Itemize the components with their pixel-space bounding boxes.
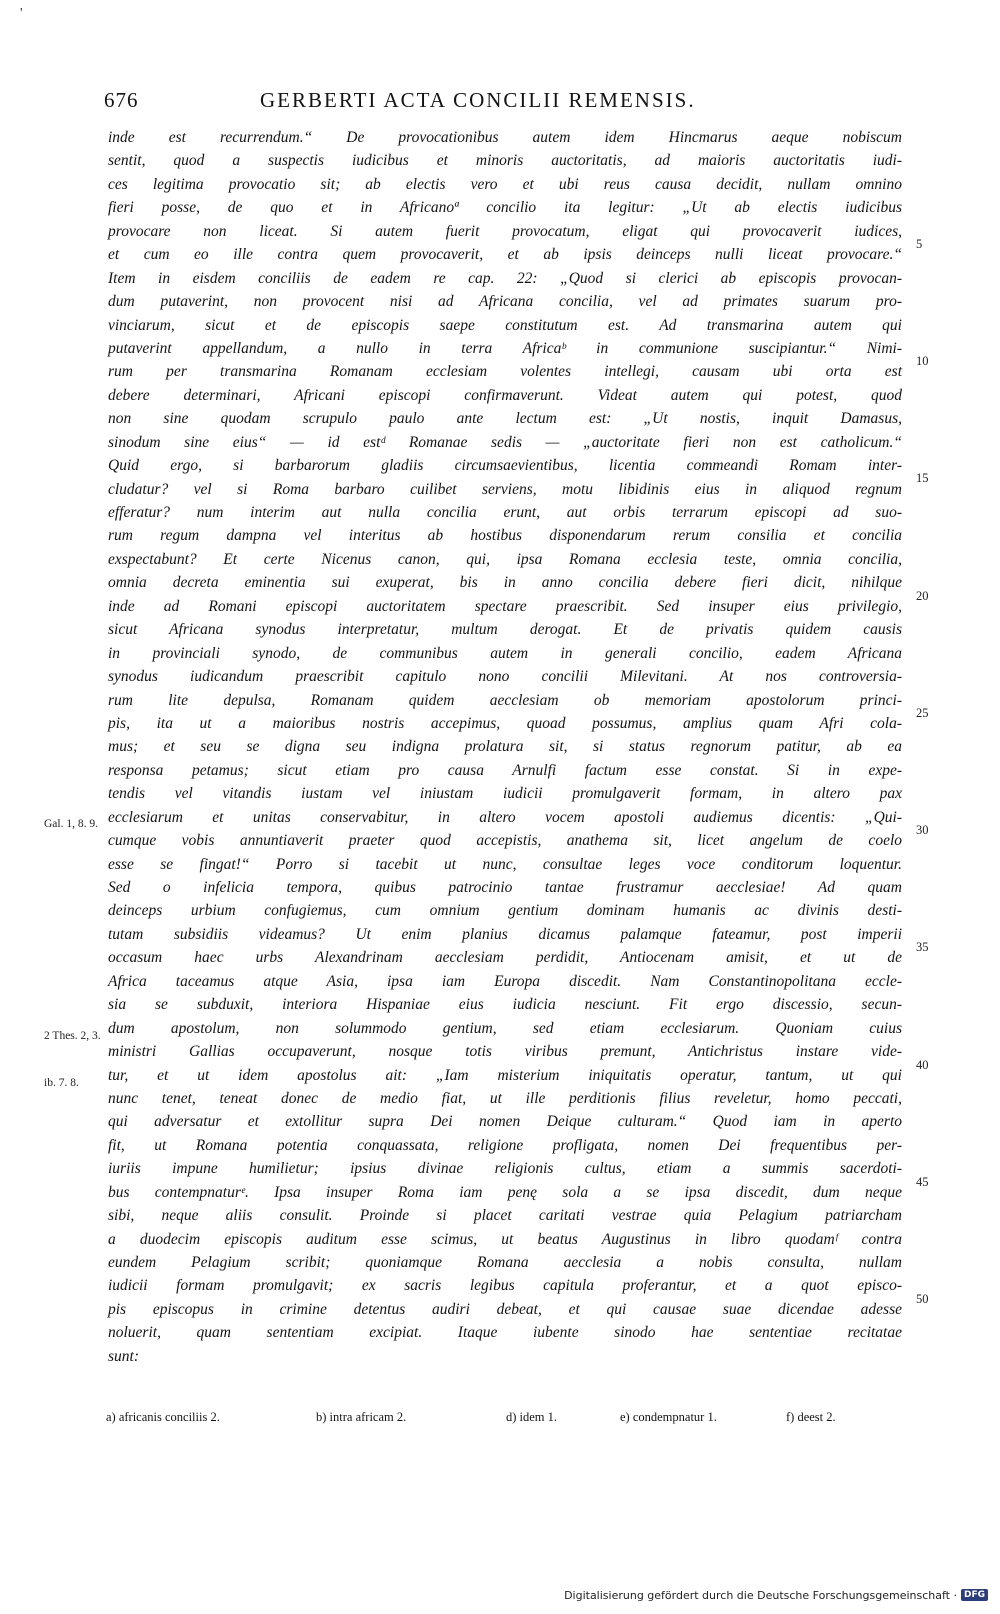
text-line: Africa taceamus atque Asia, ipsa iam Europa discedit. Nam Constantinopolitana eccle- xyxy=(108,972,902,990)
line-number: 50 xyxy=(916,1292,929,1306)
text-line: pis episcopus in crimine detentus audiri debeat, et qui causae suae dicendae adesse xyxy=(108,1300,902,1318)
line-number: 10 xyxy=(916,354,929,368)
text-line: in provinciali synodo, de communibus autem in generali concilio, eadem Africana xyxy=(108,644,902,662)
text-line: fit, ut Romana potentia conquassata, religione profligata, nomen Dei frequentibus per- xyxy=(108,1136,902,1154)
line-number: 15 xyxy=(916,471,929,485)
margin-reference: 2 Thes. 2, 3. xyxy=(44,1030,101,1042)
text-line: sibi, neque aliis consulit. Proinde si placet caritati vestrae quia Pelagium patriarcham xyxy=(108,1207,902,1225)
text-line: tutam subsidiis videamus? Ut enim planius dicamus palamque fateamur, post imperii xyxy=(108,925,902,943)
text-line: omnia decreta eminentia sui exuperat, bis in anno concilia debere fieri dicit, nihilque xyxy=(108,574,902,592)
text-line: ecclesiarum et unitas conservabitur, in altero vocem apostoli audiemus dicentis: „Qui- xyxy=(108,808,902,826)
text-line: exspectabunt? Et certe Nicenus canon, qui, ipsa Romana ecclesia teste, omnia concilia, xyxy=(108,550,902,568)
text-line: nunc tenet, teneat donec de medio fiat, ut ille perditionis filius reveletur, homo peccati, xyxy=(108,1089,902,1107)
footnote-d: d) idem 1. xyxy=(506,1410,558,1424)
footnote-e: e) condempnatur 1. xyxy=(620,1410,717,1424)
text-line: vinciarum, sicut et de episcopis saepe constitutum est. Ad transmarina autem qui xyxy=(108,316,902,334)
text-line: sinodum sine eius“ — id estᵈ Romanae sedis — „auctoritate fieri non est catholicum.“ xyxy=(108,433,902,451)
text-line: non sine quodam scrupulo paulo ante lectum est: „Ut nostis, inquit Damasus, xyxy=(108,410,902,428)
text-line xyxy=(108,1368,902,1391)
text-line: provocare non liceat. Si autem fuerit provocatum, eligat qui provocaverit iudices, xyxy=(108,222,902,240)
line-number: 30 xyxy=(916,823,929,837)
text-line: eundem Pelagium scribit; quoniamque Romana aecclesia a nobis consulta, nullam xyxy=(108,1254,902,1271)
text-line: inde ad Romani episcopi auctoritatem spectare praescribit. Sed insuper eius privilegio, xyxy=(108,597,902,615)
text-line: deinceps urbium confugiemus, cum omnium gentium dominam humanis ac divinis desti- xyxy=(108,902,902,920)
text-line: bus contempnaturᵉ. Ipsa insuper Roma iam penę sola a se ipsa discedit, dum neque xyxy=(108,1183,902,1201)
text-line: sentit, quod a suspectis iudicibus et minoris auctoritatis, ad maioris auctoritatis iudi- xyxy=(108,152,902,170)
text-line: Quid ergo, si barbarorum gladiis circumsaevientibus, licentia commeandi Romam inter- xyxy=(108,457,902,475)
running-title: GERBERTI ACTA CONCILII REMENSIS. xyxy=(260,88,696,112)
text-line: efferatur? num interim aut nulla concilia erunt, aut orbis terrarum episcopi ad suo- xyxy=(108,504,902,521)
credit-text: Digitalisierung gefördert durch die Deutsche Forschungsgemeinschaft · xyxy=(564,1588,957,1602)
text-line: debere determinari, Africani episcopi confirmaverunt. Videat autem qui potest, quod xyxy=(108,386,902,404)
footnote-a: a) africanis conciliis 2. xyxy=(106,1410,220,1424)
text-line: responsa petamus; sicut etiam pro causa Arnulfi factum esse constat. Si in expe- xyxy=(108,761,902,779)
text-line: putaverint appellandum, a nullo in terra Africaᵇ in communione suscipiantur.“ Nimi- xyxy=(108,339,902,357)
text-line: fieri posse, de quo et in Africanoª concilio ita legitur: „Ut ab electis iudicibus xyxy=(108,199,902,217)
text-line: iuriis impune humilietur; ipsius divinae religionis cultus, etiam a summis sacerdoti- xyxy=(108,1160,902,1178)
text-line: sicut Africana synodus interpretatur, multum derogat. Et de privatis quidem causis xyxy=(108,621,902,639)
line-number: 5 xyxy=(916,237,923,251)
page-header xyxy=(104,88,754,122)
footnote-b: b) intra africam 2. xyxy=(316,1410,407,1424)
text-line: Item in eisdem conciliis de eadem re cap. 22: „Quod si clerici ab episcopis provocan- xyxy=(108,269,902,287)
text-line: cumque vobis annuntiaverit praeter quod accepistis, anathema sit, licet angelum de coelo xyxy=(108,832,902,850)
text-line: dum apostolum, non solummodo gentium, sed etiam ecclesiarum. Quoniam cuius xyxy=(108,1019,902,1037)
text-line: sia se subduxit, interiora Hispaniae eius iudicia nesciunt. Fit ergo discessio, secun- xyxy=(108,996,902,1014)
text-line: cludatur? vel si Roma barbaro cuilibet serviens, motu libidinis eius in aliquod regnum xyxy=(108,480,902,498)
digitization-credit xyxy=(564,1586,988,1604)
line-number: 45 xyxy=(916,1175,929,1189)
line-number: 20 xyxy=(916,589,929,603)
text-line: synodus iudicandum praescribit capitulo nono concilii Milevitani. At nos controversia- xyxy=(108,668,902,686)
text-line: ministri Gallias occupaverunt, nosque totis viribus premunt, Antichristus instare vide- xyxy=(108,1043,902,1061)
text-line: mus; et seu se digna seu indigna prolatura sit, si status regnorum patitur, ab ea xyxy=(108,738,902,756)
text-line: rum per transmarina Romanam ecclesiam volentes intellegi, causam ubi orta est xyxy=(108,363,902,381)
text-line: esse se fingat!“ Porro si tacebit ut nunc, consultae leges voce conditorum loquentur. xyxy=(108,855,902,873)
text-line: tur, et ut idem apostolus ait: „Iam misterium iniquitatis operatur, tantum, ut qui xyxy=(108,1066,902,1084)
body-text xyxy=(108,126,902,1392)
text-line: ces legitima provocatio sit; ab electis vero et ubi reus causa decidit, nullam omnino xyxy=(108,175,902,193)
text-line: sunt: xyxy=(108,1347,139,1365)
text-line: dum putaverint, non provocent nisi ad Africana concilia, vel ad primates suarum pro- xyxy=(108,293,902,311)
text-line: a duodecim episcopis auditum esse scimus, ut beatus Augustinus in libro quodamᶠ contra xyxy=(108,1230,902,1248)
text-line: rum regum dampna vel interitus ab hostibus disponendarum rerum consilia et concilia xyxy=(108,527,902,545)
text-line: iudicii formam promulgavit; ex sacris legibus capitula proferantur, et a quot episco- xyxy=(108,1277,902,1295)
line-number: 40 xyxy=(916,1058,929,1072)
top-mark: ' xyxy=(20,6,23,21)
margin-reference: ib. 7. 8. xyxy=(44,1077,79,1089)
page-number: 676 xyxy=(104,88,139,112)
text-line: rum lite depulsa, Romanam quidem aecclesiam ob memoriam apostolorum princi- xyxy=(108,691,902,709)
text-line: Sed o infelicia tempora, quibus patrocinio tantae frustramur aecclesiae! Ad quam xyxy=(108,879,902,896)
margin-reference: Gal. 1, 8. 9. xyxy=(44,818,98,830)
line-number: 25 xyxy=(916,706,929,720)
text-line: noluerit, quam sententiam excipiat. Itaque iubente sinodo hae sententiae recitatae xyxy=(108,1324,902,1342)
text-line: tendis vel vitandis iustam vel iniustam iudicii promulgaverit formam, in altero pax xyxy=(108,785,902,803)
text-line: inde est recurrendum.“ De provocationibus autem idem Hincmarus aeque nobiscum xyxy=(108,129,902,146)
text-line: et cum eo ille contra quem provocaverit, et ab ipsis deinceps nulli liceat provocare.“ xyxy=(108,246,902,264)
dfg-logo-icon: DFG xyxy=(961,1589,988,1601)
footnotes xyxy=(106,1410,906,1432)
text-line: qui adversatur et extollitur supra Dei nomen Deique culturam.“ Quod iam in aperto xyxy=(108,1113,902,1131)
footnote-f: f) deest 2. xyxy=(786,1410,836,1424)
text-line: pis, ita ut a maioribus nostris accepimus, quoad possumus, amplius quam Afri cola- xyxy=(108,714,902,732)
line-number: 35 xyxy=(916,940,929,954)
text-line: occasum haec urbs Alexandrinam aecclesiam perdidit, Antiocenam amisit, et ut de xyxy=(108,949,902,967)
